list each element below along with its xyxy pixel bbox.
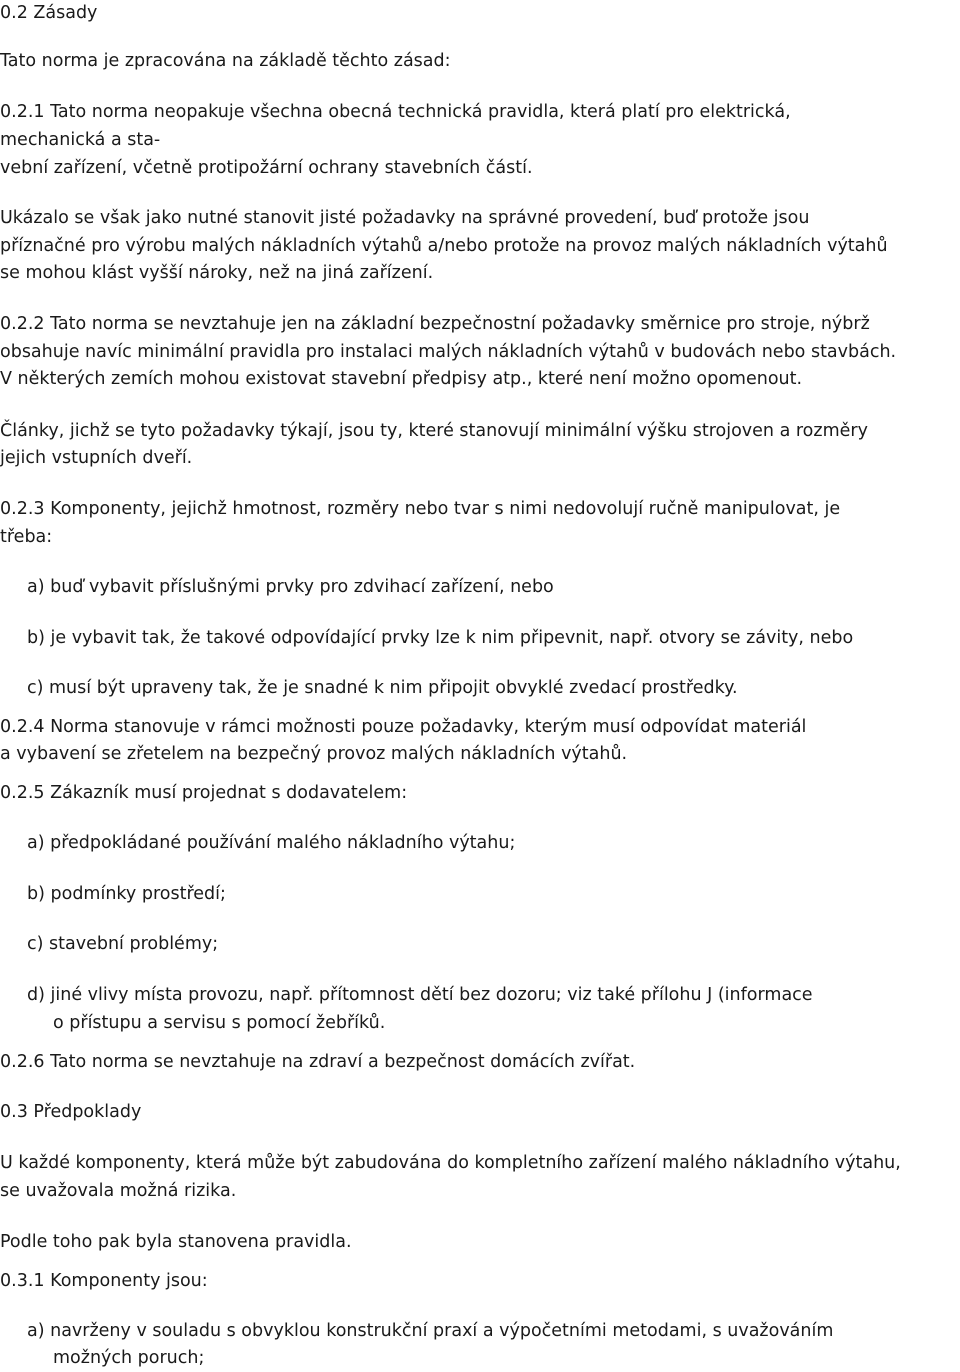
paragraph-text: Tato norma se nevztahuje na zdraví a bezpečnost domácích zvířat. [44,1052,636,1072]
paragraph-text: Komponenty jsou: [44,1271,208,1291]
clause-number: 0.2.2 [0,314,45,334]
paragraph-line: Ukázalo se však jako nutné stanovit jisté požadavky na správné provedení, buď protože jsou [0,208,810,228]
paragraph-0-2-2-line [0,311,870,338]
paragraph-line: Články, jichž se tyto požadavky týkají, jsou ty, které stanovují minimální výšku strojoven a rozměry [0,421,868,441]
list-item-continuation: o přístupu a servisu s pomocí žebříků. [53,1013,386,1033]
paragraph-line: jejich vstupních dveří. [0,448,193,468]
paragraph-line: se mohou klást vyšší nároky, než na jiná zařízení. [0,263,434,283]
paragraph-0-2-2-line: V některých zemích mohou existovat stavební předpisy atp., které není možno opomenout. [0,369,803,389]
clause-number: 0.2.6 [0,1052,45,1072]
paragraph-0-2-1-line [0,99,791,126]
paragraph-text: Norma stanovuje v rámci možnosti pouze požadavky, kterým musí odpovídat materiál [44,717,807,737]
paragraph-0-2-1-line: mechanická a sta- [0,130,161,150]
clause-number: 0.2.4 [0,717,45,737]
section-heading-0-3: 0.3 Předpoklady [0,1102,142,1122]
paragraph-0-2-4-line: a vybavení se zřetelem na bezpečný provoz malých nákladních výtahů. [0,744,628,764]
paragraph-0-2-6-line [0,1049,635,1076]
list-item: b) je vybavit tak, že takové odpovídající prvky lze k nim připevnit, např. otvory se závity, nebo [27,628,854,648]
clause-number: 0.2.5 [0,783,45,803]
paragraph-text: Tato norma se nevztahuje jen na základní bezpečnostní požadavky směrnice pro stroje, nýbrž [44,314,870,334]
paragraph-text: Tato norma neopakuje všechna obecná technická pravidla, která platí pro elektrická, [44,102,791,122]
paragraph-line: se uvažovala možná rizika. [0,1181,237,1201]
list-item: a) předpokládané používání malého nákladního výtahu; [27,833,516,853]
paragraph-text: Zákazník musí projednat s dodavatelem: [44,783,408,803]
paragraph-line: Podle toho pak byla stanovena pravidla. [0,1232,352,1252]
clause-number: 0.2.3 [0,499,45,519]
list-item: b) podmínky prostředí; [27,884,226,904]
section-heading-0-2: 0.2 Zásady [0,3,98,23]
paragraph-line: U každé komponenty, která může být zabudována do kompletního zařízení malého nákladního výtahu, [0,1153,901,1173]
paragraph-line: příznačné pro výrobu malých nákladních výtahů a/nebo protože na provoz malých nákladních výtahů [0,236,888,256]
list-item: c) stavební problémy; [27,934,219,954]
paragraph-0-2-4-line [0,714,806,741]
list-item: a) navrženy v souladu s obvyklou konstrukční praxí a výpočetními metodami, s uvažováním [27,1321,834,1341]
paragraph-0-3-1-line [0,1268,208,1295]
paragraph-0-2-1-line: vební zařízení, včetně protipožární ochrany stavebních částí. [0,158,533,178]
intro-text: Tato norma je zpracována na základě těchto zásad: [0,51,451,71]
paragraph-0-2-5-line [0,780,407,807]
list-item: c) musí být upraveny tak, že je snadné k nim připojit obvyklé zvedací prostředky. [27,678,738,698]
clause-number: 0.2.1 [0,102,45,122]
list-item: a) buď vybavit příslušnými prvky pro zdvihací zařízení, nebo [27,577,554,597]
clause-number: 0.3.1 [0,1271,45,1291]
paragraph-0-2-3-line: třeba: [0,527,53,547]
paragraph-text: Komponenty, jejichž hmotnost, rozměry nebo tvar s nimi nedovolují ručně manipulovat, je [44,499,841,519]
paragraph-0-2-3-line [0,496,840,523]
list-item: d) jiné vlivy místa provozu, např. přítomnost dětí bez dozoru; viz také přílohu J (informace [27,985,813,1005]
list-item-continuation: možných poruch; [53,1348,205,1368]
paragraph-0-2-2-line: obsahuje navíc minimální pravidla pro instalaci malých nákladních výtahů v budovách nebo stavbách. [0,342,897,362]
